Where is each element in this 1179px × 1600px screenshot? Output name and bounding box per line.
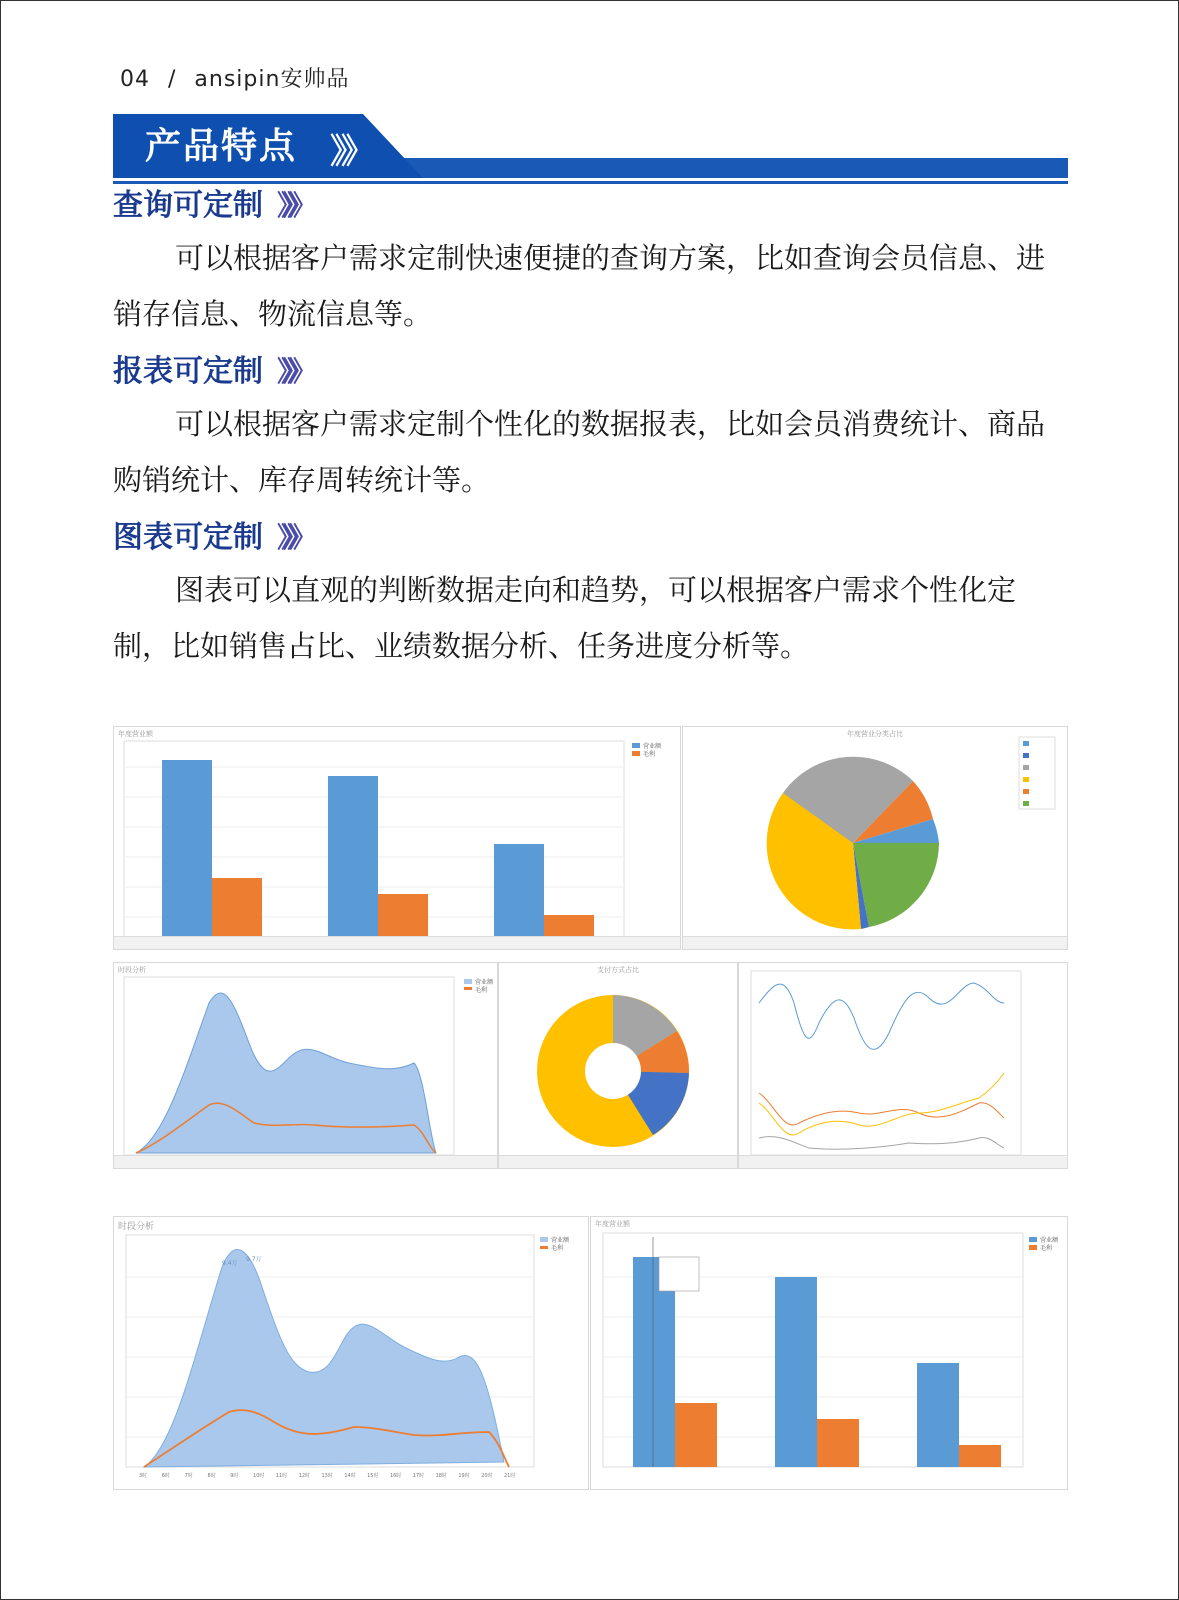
hour-tick-label: 9时	[230, 1473, 239, 1479]
hour-tick-label: 12时	[298, 1473, 311, 1479]
legend-profit: 毛利	[643, 751, 656, 758]
screenshot-title: 年度营业额	[595, 1220, 630, 1228]
screenshot-time-analysis-small	[113, 962, 498, 1169]
chevrons-icon: 》》》	[277, 521, 310, 554]
hour-tick-label: 8时	[207, 1473, 216, 1479]
screenshot-title: 时段分析	[118, 1222, 155, 1232]
hour-tick-label: 14时	[344, 1473, 356, 1479]
hour-tick-label: 6时	[161, 1473, 170, 1479]
hour-tick-label: 21时	[504, 1473, 516, 1479]
horizontal-scrollbar[interactable]	[499, 1155, 737, 1168]
screenshot-category-pie	[682, 726, 1068, 950]
section-body-query: 可以根据客户需求定制快速便捷的查询方案，比如查询会员信息、进销存信息、物流信息等。	[113, 241, 1046, 331]
screenshot-title: 年度营业分类占比	[847, 730, 903, 738]
screenshot-title: 时段分析	[118, 966, 146, 974]
legend-profit: 毛利	[1040, 1245, 1053, 1252]
pie-chart-graphic	[683, 727, 1067, 949]
hour-tick-label: 19时	[458, 1473, 470, 1479]
chevrons-icon: 》》》	[277, 189, 310, 222]
bar-chart-graphic	[114, 727, 680, 949]
hour-tick-label: 18时	[435, 1473, 447, 1479]
horizontal-scrollbar[interactable]	[739, 1155, 1067, 1168]
screenshot-title: 年度营业额	[118, 730, 153, 738]
legend-profit: 毛利	[551, 1245, 564, 1252]
line-chart-graphic	[739, 963, 1067, 1168]
legend-revenue: 营业额	[643, 743, 662, 750]
section-title-chart: 图表可定制 》》》	[113, 520, 310, 555]
section-title-report: 报表可定制 》》》	[113, 354, 310, 389]
page-header	[120, 62, 349, 93]
peak-label: 9.7万	[246, 1256, 262, 1263]
header-separator: /	[168, 67, 177, 92]
hour-tick-label: 20时	[481, 1473, 493, 1479]
donut-chart-graphic	[499, 963, 737, 1168]
banner-title: 产品特点	[145, 126, 298, 167]
page-number: 04	[120, 67, 150, 92]
section-title-query: 查询可定制 》》》	[113, 188, 310, 223]
horizontal-scrollbar[interactable]	[114, 936, 680, 949]
hour-tick-label: 10时	[253, 1473, 265, 1479]
screenshot-title: 支付方式占比	[597, 966, 639, 974]
screenshot-annual-revenue-bar-large	[590, 1216, 1068, 1490]
hour-tick-label: 16时	[389, 1473, 402, 1479]
area-chart-large-graphic	[114, 1217, 588, 1489]
screenshot-time-analysis-large	[113, 1216, 589, 1490]
brand-name: ansipin安帅品	[194, 67, 350, 92]
banner-chevrons-icon: 》》	[330, 132, 369, 172]
hour-tick-label: 17时	[412, 1473, 425, 1479]
hour-tick-label: 15时	[367, 1473, 379, 1479]
horizontal-scrollbar[interactable]	[114, 1155, 497, 1168]
section-body-chart: 图表可以直观的判断数据走向和趋势，可以根据客户需求个性化定制，比如销售占比、业绩数据分析、任务进度分析等。	[113, 573, 1017, 663]
hour-tick-label: 7时	[184, 1473, 193, 1479]
hour-tick-label: 11时	[275, 1473, 288, 1479]
legend-revenue: 营业额	[1040, 1237, 1059, 1244]
hour-tick-label: 3时	[139, 1473, 148, 1479]
chevrons-icon: 》》》	[277, 355, 310, 388]
legend-revenue: 营业额	[551, 1237, 570, 1244]
area-chart-graphic	[114, 963, 497, 1168]
screenshot-payment-donut	[498, 962, 738, 1169]
peak-label: 9.4万	[222, 1260, 238, 1267]
bar-chart-large-graphic	[591, 1217, 1067, 1489]
hour-tick-label: 13时	[321, 1473, 333, 1479]
legend-revenue: 营业额	[475, 979, 494, 986]
legend-profit: 毛利	[475, 987, 488, 994]
screenshot-line-chart	[738, 962, 1068, 1169]
screenshot-annual-revenue-bar	[113, 726, 681, 950]
section-body-report: 可以根据客户需求定制个性化的数据报表，比如会员消费统计、商品购销统计、库存周转统计等。	[113, 407, 1046, 497]
horizontal-scrollbar[interactable]	[683, 936, 1067, 949]
